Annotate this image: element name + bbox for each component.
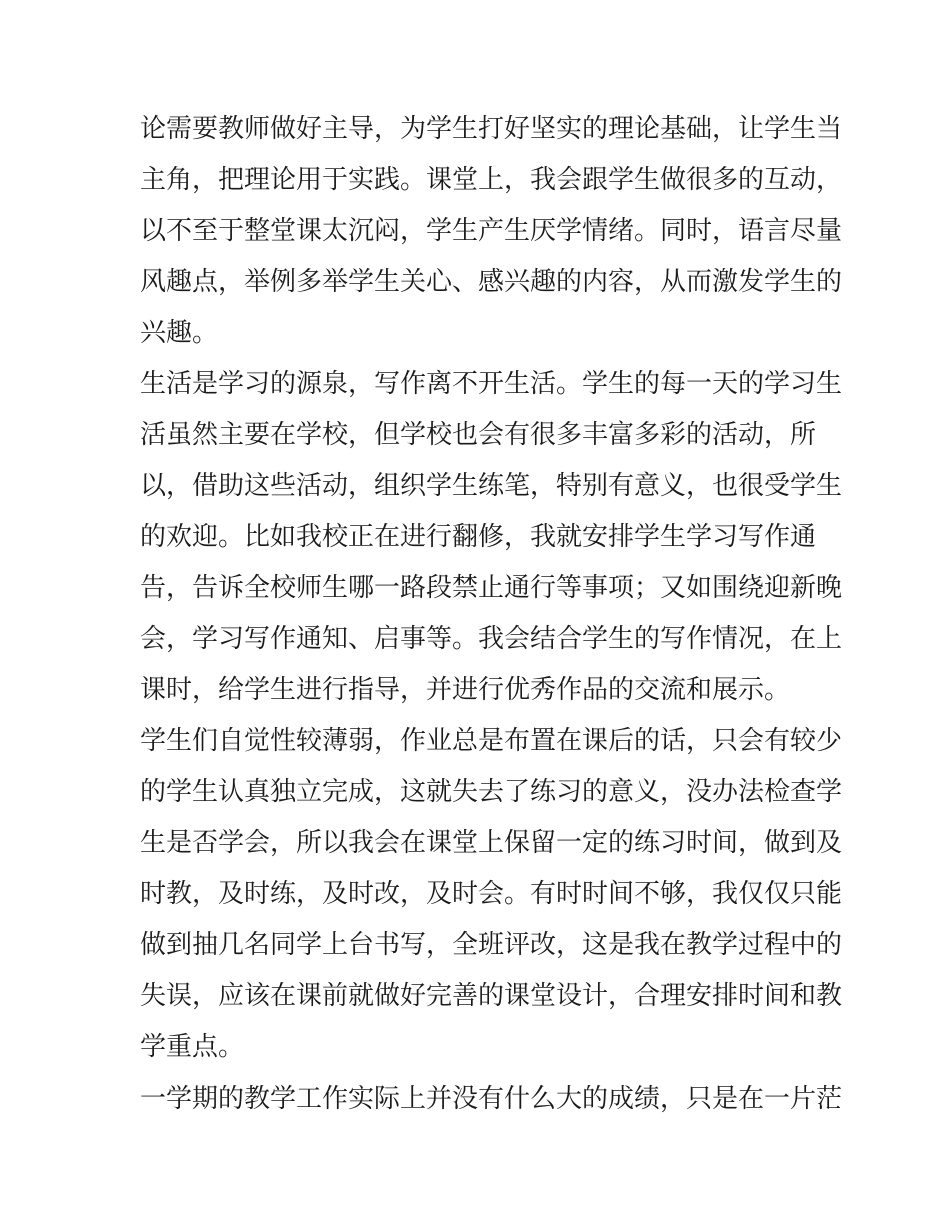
text-line: 告，告诉全校师生哪一路段禁止通行等事项；又如围绕迎新晚 xyxy=(140,573,843,603)
text-line: 时教，及时练，及时改，及时会。有时时间不够，我仅仅只能 xyxy=(140,879,843,909)
text-line: 失误，应该在课前就做好完善的课堂设计，合理安排时间和教 xyxy=(140,981,843,1011)
text-line: 一学期的教学工作实际上并没有什么大的成绩，只是在一片茫 xyxy=(140,1084,843,1114)
text-line: 会，学习写作通知、启事等。我会结合学生的写作情况，在上 xyxy=(140,624,843,654)
text-line: 以不至于整堂课太沉闷，学生产生厌学情绪。同时，语言尽量 xyxy=(140,216,843,246)
text-line: 做到抽几名同学上台书写，全班评改，这是我在教学过程中的 xyxy=(140,930,843,960)
text-line: 论需要教师做好主导，为学生打好坚实的理论基础，让学生当 xyxy=(140,114,843,144)
text-line: 学生们自觉性较薄弱，作业总是布置在课后的话，只会有较少 xyxy=(140,726,843,756)
text-line: 课时，给学生进行指导，并进行优秀作品的交流和展示。 xyxy=(140,675,791,705)
text-line: 学重点。 xyxy=(140,1032,245,1062)
text-line: 的学生认真独立完成，这就失去了练习的意义，没办法检查学 xyxy=(140,777,843,807)
text-line: 生活是学习的源泉，写作离不开生活。学生的每一天的学习生 xyxy=(140,369,843,399)
text-line: 生是否学会，所以我会在课堂上保留一定的练习时间，做到及 xyxy=(140,828,843,858)
text-line: 的欢迎。比如我校正在进行翻修，我就安排学生学习写作通 xyxy=(140,522,817,552)
text-line: 主角，把理论用于实践。课堂上，我会跟学生做很多的互动， xyxy=(140,165,843,195)
text-line: 风趣点，举例多举学生关心、感兴趣的内容，从而激发学生的 xyxy=(140,267,843,297)
body-text xyxy=(140,104,843,1125)
text-line: 活虽然主要在学校，但学校也会有很多丰富多彩的活动，所 xyxy=(140,420,817,450)
text-line: 以，借助这些活动，组织学生练笔，特别有意义，也很受学生 xyxy=(140,471,843,501)
text-line: 兴趣。 xyxy=(140,318,219,348)
